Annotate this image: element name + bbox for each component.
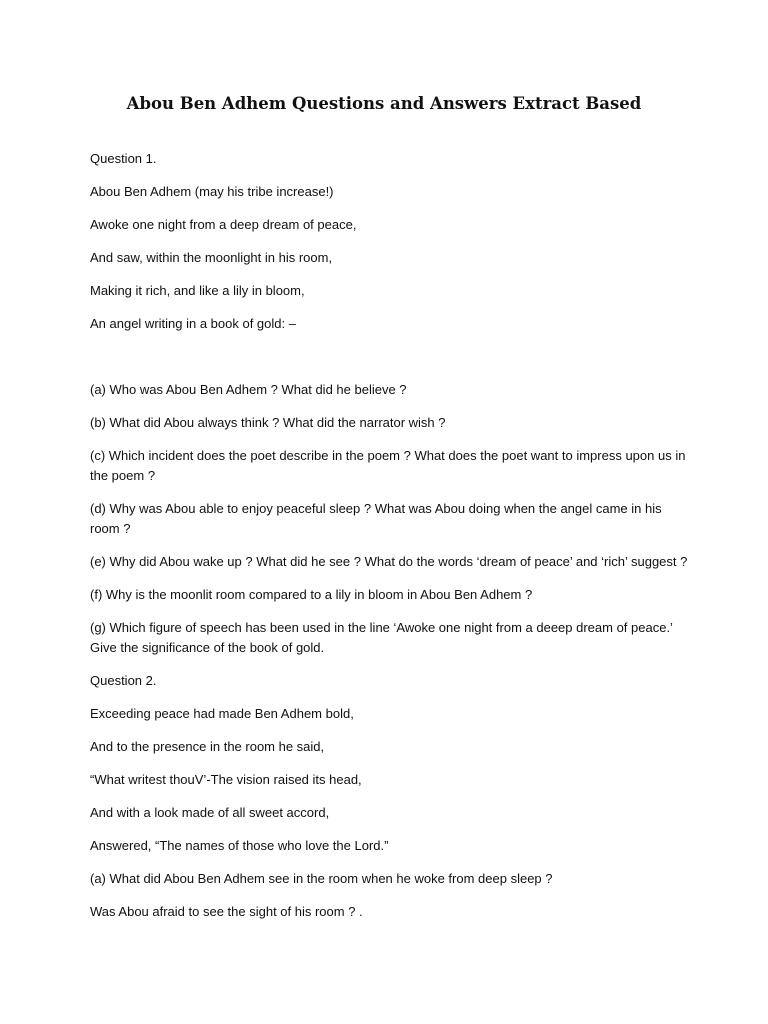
question-item: (d) Why was Abou able to enjoy peaceful sleep ? What was Abou doing when the angel came in his room ? — [90, 501, 662, 536]
poem-line: “What writest thouV’-The vision raised its head, — [90, 772, 362, 787]
poem-line: An angel writing in a book of gold: – — [90, 316, 296, 331]
question-item: (c) Which incident does the poet describe in the poem ? What does the poet want to impress upon us in the poem ? — [90, 448, 686, 483]
document-body — [90, 149, 690, 935]
question-item: (g) Which figure of speech has been used in the line ‘Awoke one night from a deeep dream of peace.’ Give the significance of the book of gold. — [90, 620, 673, 655]
question-heading: Question 1. — [90, 151, 157, 166]
question-item: (a) Who was Abou Ben Adhem ? What did he believe ? — [90, 382, 407, 397]
question-heading: Question 2. — [90, 673, 157, 688]
poem-line: And saw, within the moonlight in his room, — [90, 250, 333, 265]
question-item: (f) Why is the moonlit room compared to a lily in bloom in Abou Ben Adhem ? — [90, 587, 533, 602]
poem-line: Making it rich, and like a lily in bloom, — [90, 283, 305, 298]
poem-line: Exceeding peace had made Ben Adhem bold, — [90, 706, 354, 721]
question-item: Was Abou afraid to see the sight of his room ? . — [90, 904, 363, 919]
question-item: (b) What did Abou always think ? What did the narrator wish ? — [90, 415, 446, 430]
document-title: Abou Ben Adhem Questions and Answers Extract Based — [126, 94, 642, 113]
poem-line: Abou Ben Adhem (may his tribe increase!) — [90, 184, 334, 199]
poem-line: And to the presence in the room he said, — [90, 739, 325, 754]
poem-line: And with a look made of all sweet accord, — [90, 805, 330, 820]
poem-line: Awoke one night from a deep dream of peace, — [90, 217, 357, 232]
poem-line: Answered, “The names of those who love the Lord.” — [90, 838, 389, 853]
question-item: (a) What did Abou Ben Adhem see in the room when he woke from deep sleep ? — [90, 871, 553, 886]
question-item: (e) Why did Abou wake up ? What did he see ? What do the words ‘dream of peace’ and ‘rich’ suggest ? — [90, 554, 688, 569]
